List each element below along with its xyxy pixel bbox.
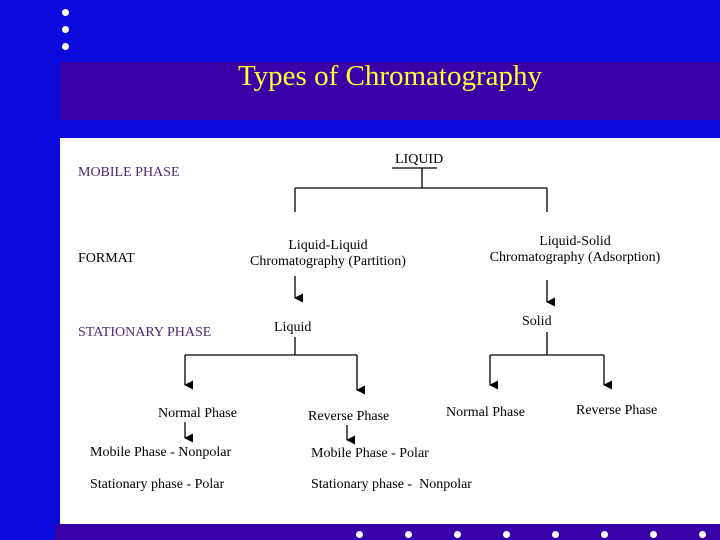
node-liquid-stationary: Liquid [274, 320, 312, 335]
detail-reverse-stationary: Stationary phase - Nonpolar [311, 477, 472, 492]
node-liquid-liquid: Liquid-Liquid Chromatography (Partition) [250, 238, 406, 269]
node-normal-phase-ll: Normal Phase [158, 406, 237, 421]
detail-normal-mobile: Mobile Phase - Nonpolar [90, 445, 232, 460]
node-normal-phase-ls: Normal Phase [446, 405, 525, 420]
node-liquid-root: LIQUID [395, 152, 444, 167]
row-label-stationary-phase: STATIONARY PHASE [78, 325, 212, 340]
node-solid-stationary: Solid [522, 314, 552, 329]
node-liquid-solid: Liquid-Solid Chromatography (Adsorption) [489, 234, 661, 265]
slide-title: Types of Chromatography [237, 60, 543, 92]
node-reverse-phase-ls: Reverse Phase [576, 403, 658, 418]
node-reverse-phase-ll: Reverse Phase [308, 409, 390, 424]
detail-reverse-mobile: Mobile Phase - Polar [311, 446, 429, 461]
row-label-mobile-phase: MOBILE PHASE [78, 165, 180, 180]
detail-normal-stationary: Stationary phase - Polar [90, 477, 225, 492]
row-label-format: FORMAT [78, 251, 135, 266]
